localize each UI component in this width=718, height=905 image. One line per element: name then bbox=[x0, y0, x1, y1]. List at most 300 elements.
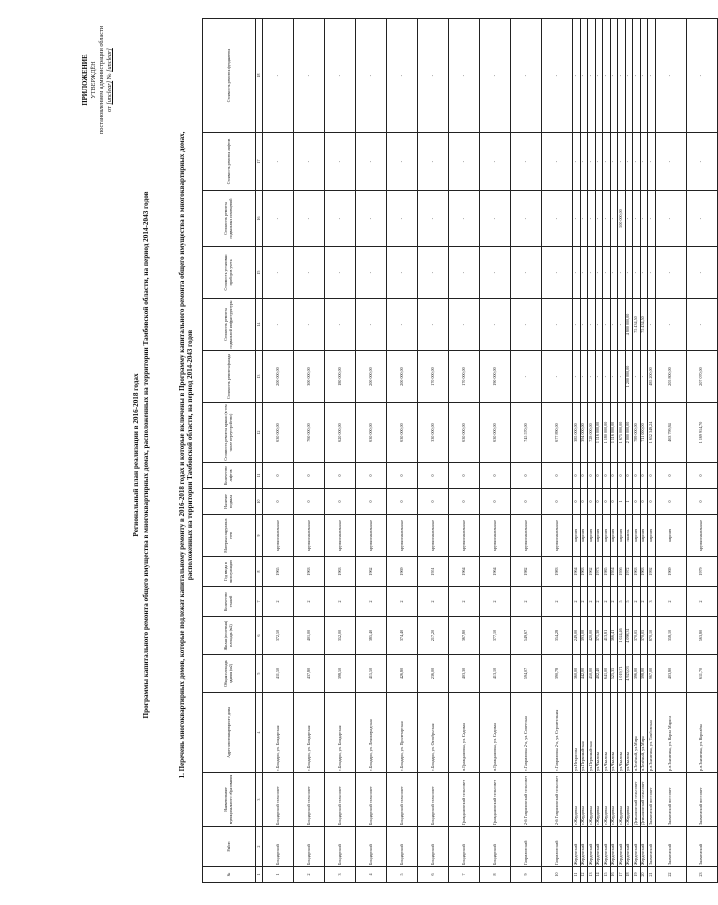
table-cell: г.Жердевка bbox=[603, 773, 611, 827]
column-header: Наименование муниципального образования bbox=[203, 773, 256, 827]
column-number: 5 bbox=[256, 655, 263, 693]
table-cell: 0 bbox=[542, 463, 573, 489]
table-cell: - bbox=[418, 299, 449, 351]
table-row bbox=[325, 19, 356, 883]
table-cell: - bbox=[625, 19, 633, 133]
table-cell: Жердевский bbox=[580, 827, 588, 867]
table-row bbox=[449, 19, 480, 883]
table-row bbox=[648, 19, 656, 883]
table-cell: 16 bbox=[610, 867, 618, 883]
table-cell: 170 000,00 bbox=[418, 351, 449, 403]
table-cell: - bbox=[573, 351, 581, 403]
table-cell: - bbox=[655, 247, 686, 299]
table-cell: крупнопанельные bbox=[418, 515, 449, 557]
column-number: 10 bbox=[256, 489, 263, 515]
table-cell: - bbox=[588, 351, 596, 403]
table-cell: - bbox=[294, 19, 325, 133]
table-cell: Гавриловский bbox=[542, 827, 573, 867]
table-cell: 385,40 bbox=[356, 617, 387, 655]
table-row bbox=[480, 19, 511, 883]
table-row bbox=[633, 19, 641, 883]
table-cell: 677 890,00 bbox=[542, 403, 573, 463]
table-cell: крупнопанельные bbox=[356, 515, 387, 557]
table-cell: 1973 bbox=[595, 557, 603, 587]
approval-resolution-line: постановлением администрации области bbox=[98, 26, 105, 135]
table-cell: - bbox=[686, 247, 717, 299]
table-cell: 0 bbox=[263, 463, 294, 489]
table-cell: 1 bbox=[263, 867, 294, 883]
table-row bbox=[655, 19, 686, 883]
table-cell: - bbox=[655, 19, 686, 133]
plan-title: Региональный план реализации в 2016-2018 годах bbox=[132, 373, 140, 537]
table-row bbox=[595, 19, 603, 883]
table-cell: 2 bbox=[480, 587, 511, 617]
table-cell: 19 bbox=[633, 867, 641, 883]
table-cell: 2 bbox=[263, 587, 294, 617]
table-cell: - bbox=[356, 19, 387, 133]
table-cell: 393,00 bbox=[580, 617, 588, 655]
table-cell: 0 bbox=[648, 489, 656, 515]
table-cell: г.Жердевка bbox=[625, 773, 633, 827]
table-cell: - bbox=[263, 247, 294, 299]
table-cell: - bbox=[263, 19, 294, 133]
table-cell: 0 bbox=[655, 463, 686, 489]
table-cell: 0 bbox=[418, 463, 449, 489]
table-cell: 1982 bbox=[511, 557, 542, 587]
table-cell: 18 bbox=[625, 867, 633, 883]
table-cell: - bbox=[573, 299, 581, 351]
table-cell: - bbox=[648, 299, 656, 351]
table-cell: 3 bbox=[325, 867, 356, 883]
table-cell: 14 bbox=[595, 867, 603, 883]
table-cell: Знаменский bbox=[655, 827, 686, 867]
table-cell: - bbox=[294, 191, 325, 247]
table-cell: 2 bbox=[603, 587, 611, 617]
table-cell: 236,00 bbox=[418, 655, 449, 693]
column-header: Наличие подвала bbox=[203, 489, 256, 515]
table-cell: 1 169 914,70 bbox=[686, 403, 717, 463]
table-cell: 0 bbox=[686, 463, 717, 489]
table-cell: - bbox=[610, 351, 618, 403]
table-cell: 1 019,71 bbox=[618, 655, 626, 693]
table-cell: - bbox=[648, 191, 656, 247]
table-cell: ул.Чкалова bbox=[603, 693, 611, 773]
list-title: 1. Перечень многоквартирных домов, которые подлежат капитальному ремонту в 2016-2018 годах и которые включены в Программу капитального ремонта общего имущества в многоквартирных домах, расположенных на территории Тамбовской области, на период 2014-2043 годов bbox=[178, 131, 195, 779]
table-cell: Бондарский bbox=[480, 827, 511, 867]
column-number: 13 bbox=[256, 351, 263, 403]
table-cell: 15 bbox=[603, 867, 611, 883]
table-cell: Бондарский сельсовет bbox=[418, 773, 449, 827]
table-cell: г.Жердевка bbox=[595, 773, 603, 827]
table-row bbox=[542, 19, 573, 883]
table-cell: Жердевский bbox=[603, 827, 611, 867]
column-number: 9 bbox=[256, 515, 263, 557]
table-cell: 1951 bbox=[418, 557, 449, 587]
table-cell: кирпич bbox=[618, 515, 626, 557]
table-row bbox=[580, 19, 588, 883]
table-cell: г.Жердевка bbox=[618, 773, 626, 827]
table-cell: Бондарский bbox=[294, 827, 325, 867]
table-cell: 426,80 bbox=[387, 655, 418, 693]
table-cell: - bbox=[449, 247, 480, 299]
column-number: 4 bbox=[256, 693, 263, 773]
table-cell: 2 bbox=[588, 587, 596, 617]
table-cell: 75 434,50 bbox=[640, 299, 648, 351]
table-cell: 8 bbox=[480, 867, 511, 883]
table-cell: 1969 bbox=[655, 557, 686, 587]
table-cell: Бондарский сельсовет bbox=[325, 773, 356, 827]
table-cell: - bbox=[588, 19, 596, 133]
table-cell: крупнопанельные bbox=[449, 515, 480, 557]
approval-date: [unclear] bbox=[106, 80, 113, 105]
table-cell: - bbox=[573, 19, 581, 133]
table-cell: 0 bbox=[542, 489, 573, 515]
table-cell: 370,05 bbox=[640, 617, 648, 655]
table-cell: 1972 bbox=[625, 557, 633, 587]
table-cell: кирпич bbox=[573, 515, 581, 557]
table-cell: 1964 bbox=[449, 557, 480, 587]
table-cell: - bbox=[542, 133, 573, 191]
table-cell: 789 000,00 bbox=[633, 403, 641, 463]
table-cell: 630 000,00 bbox=[387, 403, 418, 463]
table-cell: г.Жердевка bbox=[573, 773, 581, 827]
table-cell: Бондарский сельсовет bbox=[387, 773, 418, 827]
table-cell: г.Жердевка bbox=[580, 773, 588, 827]
table-cell: - bbox=[511, 351, 542, 403]
table-cell: 1 bbox=[618, 489, 626, 515]
table-cell: 2 bbox=[640, 587, 648, 617]
table-cell: 420,00 bbox=[588, 617, 596, 655]
table-cell: 0 bbox=[588, 463, 596, 489]
table-cell: ул.Первомайская bbox=[580, 693, 588, 773]
table-cell: - bbox=[580, 133, 588, 191]
table-cell: - bbox=[480, 247, 511, 299]
approval-date-line bbox=[106, 10, 114, 150]
table-row bbox=[387, 19, 418, 883]
table-cell: - bbox=[387, 191, 418, 247]
table-cell: 180 000,00 bbox=[325, 351, 356, 403]
table-cell: 2 bbox=[595, 587, 603, 617]
table-cell: 398,50 bbox=[325, 655, 356, 693]
table-cell: кирпич bbox=[640, 515, 648, 557]
table-cell: р.п.Знаменка, ул. Королёва bbox=[686, 693, 717, 773]
table-cell: 0 bbox=[686, 489, 717, 515]
table-cell: 0 bbox=[588, 489, 596, 515]
column-header: Стоимость ремонта подвальных помещений bbox=[203, 191, 256, 247]
table-cell: п.Зелёный, ул.Мира bbox=[633, 693, 641, 773]
table-cell: - bbox=[542, 247, 573, 299]
table-cell: 4 bbox=[356, 867, 387, 883]
table-cell: 1 200 000,00 bbox=[625, 351, 633, 403]
table-cell: - bbox=[610, 247, 618, 299]
table-row bbox=[686, 19, 717, 883]
table-cell: 1964 bbox=[573, 557, 581, 587]
table-cell: - bbox=[618, 351, 626, 403]
approval-number-sign: № bbox=[106, 73, 113, 80]
table-cell: кирпич bbox=[655, 515, 686, 557]
table-cell: - bbox=[588, 191, 596, 247]
table-cell: - bbox=[625, 133, 633, 191]
table-cell: Бондарский bbox=[263, 827, 294, 867]
table-cell: - bbox=[356, 247, 387, 299]
table-cell: 1969 bbox=[387, 557, 418, 587]
table-cell: 3 bbox=[648, 587, 656, 617]
table-cell: - bbox=[387, 19, 418, 133]
table-cell: 4 923,03 bbox=[625, 655, 633, 693]
table-cell: - bbox=[480, 19, 511, 133]
table-cell: - bbox=[418, 247, 449, 299]
table-row bbox=[588, 19, 596, 883]
column-number: 7 bbox=[256, 587, 263, 617]
table-cell: крупнопанельные bbox=[387, 515, 418, 557]
column-number: 6 bbox=[256, 617, 263, 655]
table-cell: 1 116 000,00 bbox=[610, 403, 618, 463]
table-cell: - bbox=[640, 191, 648, 247]
table-cell: Знаменский bbox=[686, 827, 717, 867]
table-cell: с.Гавриловка 2-я, ул. Строительная bbox=[542, 693, 573, 773]
table-cell: Знаменский поссовет bbox=[686, 773, 717, 827]
table-cell: 1954 bbox=[610, 557, 618, 587]
table-cell: 372,50 bbox=[263, 617, 294, 655]
table-cell: крупнопанельные bbox=[480, 515, 511, 557]
table-cell: 5 bbox=[625, 587, 633, 617]
table-row bbox=[294, 19, 325, 883]
table-cell: - bbox=[294, 133, 325, 191]
table-cell: Жердевский bbox=[633, 827, 641, 867]
table-cell: - bbox=[480, 191, 511, 247]
table-cell: 1965 bbox=[263, 557, 294, 587]
column-header: Район bbox=[203, 827, 256, 867]
table-cell: 23 bbox=[686, 867, 717, 883]
table-column-number-row bbox=[256, 19, 263, 883]
table-cell: кирпич bbox=[595, 515, 603, 557]
column-header: Стоимость ремонта лифтов bbox=[203, 133, 256, 191]
table-cell: - bbox=[625, 247, 633, 299]
table-cell: - bbox=[610, 299, 618, 351]
table-cell: 630 000,00 bbox=[356, 403, 387, 463]
table-cell: 549,67 bbox=[511, 617, 542, 655]
table-cell: ул.Чкалова bbox=[625, 693, 633, 773]
table-cell: Граждановский сельсовет bbox=[480, 773, 511, 827]
table-cell: - bbox=[325, 191, 356, 247]
table-cell: р.п.Знаменка, ул. Карла Маркса bbox=[655, 693, 686, 773]
table-cell: 1992 bbox=[648, 557, 656, 587]
table-cell: - bbox=[263, 133, 294, 191]
table-cell: 0 bbox=[610, 463, 618, 489]
table-cell: 0 bbox=[640, 463, 648, 489]
table-cell: 385 000,00 bbox=[573, 403, 581, 463]
table-cell: 437,80 bbox=[294, 655, 325, 693]
table-cell: г.Жердевка bbox=[610, 773, 618, 827]
table-cell: 5 bbox=[618, 587, 626, 617]
table-cell: 10 bbox=[542, 867, 573, 883]
table-cell: п.Зелёный, ул.Мира bbox=[640, 693, 648, 773]
table-cell: Бондарский bbox=[418, 827, 449, 867]
table-cell: - bbox=[580, 247, 588, 299]
table-cell: 0 bbox=[595, 489, 603, 515]
table-cell: 711 000,00 bbox=[640, 403, 648, 463]
table-cell: 0 bbox=[603, 489, 611, 515]
table-cell: 2 000 000,00 bbox=[625, 403, 633, 463]
table-cell: - bbox=[588, 299, 596, 351]
table-cell: - bbox=[648, 19, 656, 133]
column-header: Количество этажей bbox=[203, 587, 256, 617]
table-cell: 0 bbox=[449, 463, 480, 489]
table-cell: 0 bbox=[449, 489, 480, 515]
table-cell: 0 bbox=[573, 463, 581, 489]
table-cell: крупнопанельные bbox=[325, 515, 356, 557]
column-number: 3 bbox=[256, 773, 263, 827]
table-cell: - bbox=[542, 19, 573, 133]
column-header: Стоимость ремонта фасада bbox=[203, 351, 256, 403]
table-row bbox=[640, 19, 648, 883]
table-cell: 4 098,31 bbox=[625, 617, 633, 655]
table-cell: 641,00 bbox=[603, 655, 611, 693]
table-cell: - bbox=[449, 299, 480, 351]
table-cell: - bbox=[603, 299, 611, 351]
table-cell: кирпич bbox=[588, 515, 596, 557]
table-cell: - bbox=[640, 247, 648, 299]
table-cell: 0 bbox=[325, 489, 356, 515]
table-cell: крупнопанельные bbox=[542, 515, 573, 557]
approval-block bbox=[82, 10, 114, 150]
table-cell: 0 bbox=[580, 463, 588, 489]
program-title: Программы капитального ремонта общего имущества в многоквартирных домах, расположенных на территории Тамбовской области, на период 2014-2043 годов bbox=[142, 191, 150, 719]
table-cell: - bbox=[511, 19, 542, 133]
table-cell: - bbox=[387, 133, 418, 191]
table-cell: ул.Чкалова bbox=[618, 693, 626, 773]
table-cell: 415,50 bbox=[356, 655, 387, 693]
column-number: 18 bbox=[256, 19, 263, 133]
table-cell: 2 bbox=[387, 587, 418, 617]
table-cell: - bbox=[595, 351, 603, 403]
table-cell: 463 799,84 bbox=[655, 403, 686, 463]
table-cell: Демьяновский сельсовет bbox=[633, 773, 641, 827]
table-cell: - bbox=[640, 351, 648, 403]
column-header: Год ввода в эксплуатацию bbox=[203, 557, 256, 587]
table-row bbox=[356, 19, 387, 883]
table-cell: 2 bbox=[325, 587, 356, 617]
table-row bbox=[263, 19, 294, 883]
table-cell: 0 bbox=[294, 489, 325, 515]
approval-appendix-label: ПРИЛОЖЕНИЕ bbox=[82, 54, 89, 106]
table-cell: 620 000,00 bbox=[325, 403, 356, 463]
table-cell: 1963 bbox=[580, 557, 588, 587]
table-cell: - bbox=[603, 351, 611, 403]
table-cell: 611,70 bbox=[686, 655, 717, 693]
table-cell: 2 bbox=[580, 587, 588, 617]
houses-table bbox=[202, 18, 718, 883]
table-row bbox=[418, 19, 449, 883]
table-cell: Бондарский bbox=[356, 827, 387, 867]
table-cell: - bbox=[573, 133, 581, 191]
table-cell: 207 070,00 bbox=[686, 351, 717, 403]
table-cell: 1962 bbox=[588, 557, 596, 587]
table-cell: 870,10 bbox=[648, 617, 656, 655]
table-cell: 11 bbox=[573, 867, 581, 883]
table-cell: крупнопанельные bbox=[686, 515, 717, 557]
table-cell: 5 bbox=[387, 867, 418, 883]
table-cell: - bbox=[633, 191, 641, 247]
table-cell: - bbox=[610, 133, 618, 191]
table-cell: 398,00 bbox=[640, 655, 648, 693]
table-cell: - bbox=[449, 133, 480, 191]
table-cell: ул.Первомайская bbox=[588, 693, 596, 773]
column-number: 8 bbox=[256, 557, 263, 587]
table-cell: п.Граждановка, ул. Садовая bbox=[480, 693, 511, 773]
table-cell: - bbox=[325, 133, 356, 191]
table-cell: Жердевский bbox=[595, 827, 603, 867]
table-cell: - bbox=[580, 299, 588, 351]
table-cell: 2-й Гавриловский сельсовет bbox=[542, 773, 573, 827]
table-cell: - bbox=[511, 191, 542, 247]
table-cell: ул.Чкалова bbox=[610, 693, 618, 773]
table-cell: 200 000,00 bbox=[356, 351, 387, 403]
table-cell: - bbox=[633, 351, 641, 403]
column-number: 2 bbox=[256, 827, 263, 867]
table-cell: Бондарский сельсовет bbox=[263, 773, 294, 827]
column-number: 14 bbox=[256, 299, 263, 351]
table-cell: - bbox=[580, 191, 588, 247]
table-cell: - bbox=[686, 191, 717, 247]
table-cell: - bbox=[686, 299, 717, 351]
table-cell: Жердевский bbox=[610, 827, 618, 867]
table-cell: - bbox=[356, 299, 387, 351]
table-cell: - bbox=[618, 299, 626, 351]
table-cell: 1964 bbox=[480, 557, 511, 587]
table-cell: 0 bbox=[511, 463, 542, 489]
table-cell: - bbox=[595, 191, 603, 247]
table-cell: 0 bbox=[418, 489, 449, 515]
table-cell: Знаменский поссовет bbox=[648, 773, 656, 827]
table-cell: 594,07 bbox=[511, 655, 542, 693]
table-cell: - bbox=[387, 299, 418, 351]
column-number: 16 bbox=[256, 191, 263, 247]
approval-date-prefix: от bbox=[106, 106, 113, 112]
table-cell: 413,81 bbox=[603, 617, 611, 655]
table-cell: кирпич bbox=[610, 515, 618, 557]
table-cell: 249,00 bbox=[573, 617, 581, 655]
table-cell: 200 000,00 bbox=[387, 351, 418, 403]
table-cell: 200 000,00 bbox=[263, 351, 294, 403]
table-cell: 1 116 000,00 bbox=[595, 403, 603, 463]
table-cell: 630 000,00 bbox=[449, 403, 480, 463]
table-cell: с.Бондари, ул. Ленинградская bbox=[356, 693, 387, 773]
column-header: Стоимость ремонта фундамента bbox=[203, 19, 256, 133]
table-cell: 2 bbox=[686, 587, 717, 617]
table-body bbox=[263, 19, 718, 883]
table-cell: Жердевский bbox=[640, 827, 648, 867]
table-cell: п.Граждановка, ул. Садовая bbox=[449, 693, 480, 773]
table-cell: 1983 bbox=[542, 557, 573, 587]
table-cell: 2 bbox=[294, 867, 325, 883]
table-cell: 402,40 bbox=[595, 655, 603, 693]
table-cell: - bbox=[588, 247, 596, 299]
table-cell: - bbox=[595, 133, 603, 191]
column-header: Общая площадь здания (м2) bbox=[203, 655, 256, 693]
table-cell: - bbox=[648, 247, 656, 299]
table-cell: - bbox=[618, 133, 626, 191]
table-cell: - bbox=[603, 191, 611, 247]
table-cell: 1963 bbox=[294, 557, 325, 587]
table-cell: 1 652 348,24 bbox=[648, 403, 656, 463]
table-cell: - bbox=[356, 191, 387, 247]
table-cell: - bbox=[325, 247, 356, 299]
table-cell: 371,30 bbox=[595, 617, 603, 655]
table-cell: 2 bbox=[418, 587, 449, 617]
table-cell: 0 bbox=[633, 489, 641, 515]
table-cell: 377,10 bbox=[480, 617, 511, 655]
